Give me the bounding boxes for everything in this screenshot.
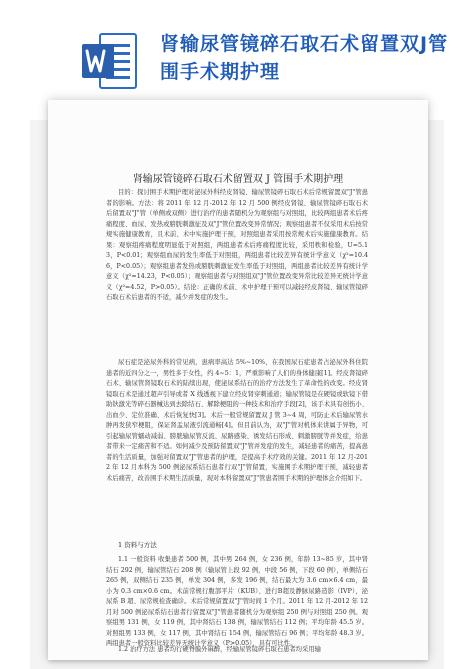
document-page	[48, 100, 428, 660]
subsection-1-1-paragraph: 1.1 一般资料 收集患者 500 例，其中男 264 例，女 236 例，年龄 13~85 岁，其中肾结石 292 例，输尿管结石 208 例（输尿管上段 92 例，中段 56 例，下段 60 例），单侧结石 265 例，双侧结石 235 例，单发 304 例，多发 196 例，结石最大为 3.6 cm×6.4 cm，最小为 0.3 cm×0.6 cm。术前常规行腹部平片（KUB）、进行B超及静脉尿路造影（IVP），泌尿系 B 超、尿常规检查确诊。术后常规留置双"J"管时间 1 个月。2011 年 12 月-2012 年 12 月对 500 例泌尿系结石患者行留置双"J"管患者随机分为观察组 250 例与对照组 250 例。观察组男 131 例，女 119 例，其中肾结石 138 例，输尿管结石 112 例；平均年龄 45.5 岁。对照组男 133 例，女 117 例，其中肾结石 154 例，输尿管结石 96 例；平均年龄 48.3 岁。两组患者一般资料比较差异无统计学意义（P>0.05），具有可比性。	[106, 556, 368, 647]
subsection-1-2-paragraph: 1.2 治疗方法 患者均行硬脊膜外麻醉，经输尿管镜碎石取石患者均采用输	[118, 646, 321, 653]
document-title: 肾输尿管镜碎石取石术留置双 J 管围手术期护理	[132, 174, 344, 185]
banner-title: 肾输尿管镜碎石取石术留置双J管围手术期护理	[160, 33, 449, 83]
abstract-paragraph: 目的：探讨围手术期护理对泌尿外科经皮肾镜、输尿管镜碎石取石术后常规留置双"J"管患者的影响。方法：将 2011 年 12 月-2012 年 12 月 500 例经皮肾镜、输尿管镜碎石取石术后留置双"J"管（单侧或双侧）进行治疗的患者随机分为观察组与对照组，比较两组患者术后疼痛程度、血尿、发热或膀胱刺激征及双"J"管位置改变异常情况；观察组患者不仅采用术后按常规实施健康教育，且术前、术中实施护理干预，对照组患者采用按常规术后实施健康教育。结果：观察组疼痛程度明显低于对照组，两组患者术后疼痛程度比较，采用秩和检验，U=5.13，P<0.01；观察组血尿的发生率低于对照组，两组患者比较差异有统计学意义（χ²=10.46，P<0.05）；观察组患者发热或膀胱刺激征发生率低于对照组，两组患者比较差异有统计学意义（χ²=14.23，P<0.05）；观察组患者与对照组双"J"管位置改变异常比较差异无统计学意义（χ²=4.52，P>0.05）。结论：正确的术前、术中护理干预可以减轻经皮肾镜、输尿管镜碎石取石术后患者的不适，减少并发症的发生。	[106, 189, 368, 301]
word-document-icon	[80, 32, 138, 90]
section-heading: 1 资料与方法	[118, 541, 157, 549]
document-banner	[0, 0, 474, 110]
intro-paragraph: 尿石症是泌尿外科的常见病，患病率高达 5%~10%，在我国尿石症患者占泌尿外科住院患者的近四分之一，男性多于女性，约 4~5：1，严重影响了人们的身体健康[1]。经皮肾镜碎石术、输尿管肾镜取石术的陆续出现，使泌尿系结石的治疗方法发生了革命性的改变。经皮肾镜取石术是通过超声引导或者 X 线透视下建立经皮肾穿刺通道；输尿管镜是在硬镜或软镜下借助钬激光等碎石器械达到去除结石、解除梗阻的一种技术和治疗手段[2]，该手术具有创伤小、出血少、定位准确、术后恢复快[3]。术后一般常规留置双 J 管 3~4 周，可防止术后输尿管水肿再发狭窄梗阻，保证肾盂尿液引流通畅[4]。但目前认为，双"J"管对机体来讲属于异物，可引起输尿管蠕动减弱、膀胱输尿管反流、尿路感染、诱发结石形成、刺激膀胱等并发症，给患者带来一定痛苦和不适。如何减少及预防留置双"J"管并发症的发生，减轻患者的痛苦，提高患者的生活质量，加强对留置双"J"管患者的护理，是提高手术疗效的关键。2011 年 12 月-2012 年 12 月本科为 500 例泌尿系结石患者行双"J"管留置，实施围手术期护理干预，减轻患者术后痛苦，改善围手术期生活质量，现对本科留置双"J"管患者围手术期的护理体会介绍如下。	[106, 359, 368, 482]
